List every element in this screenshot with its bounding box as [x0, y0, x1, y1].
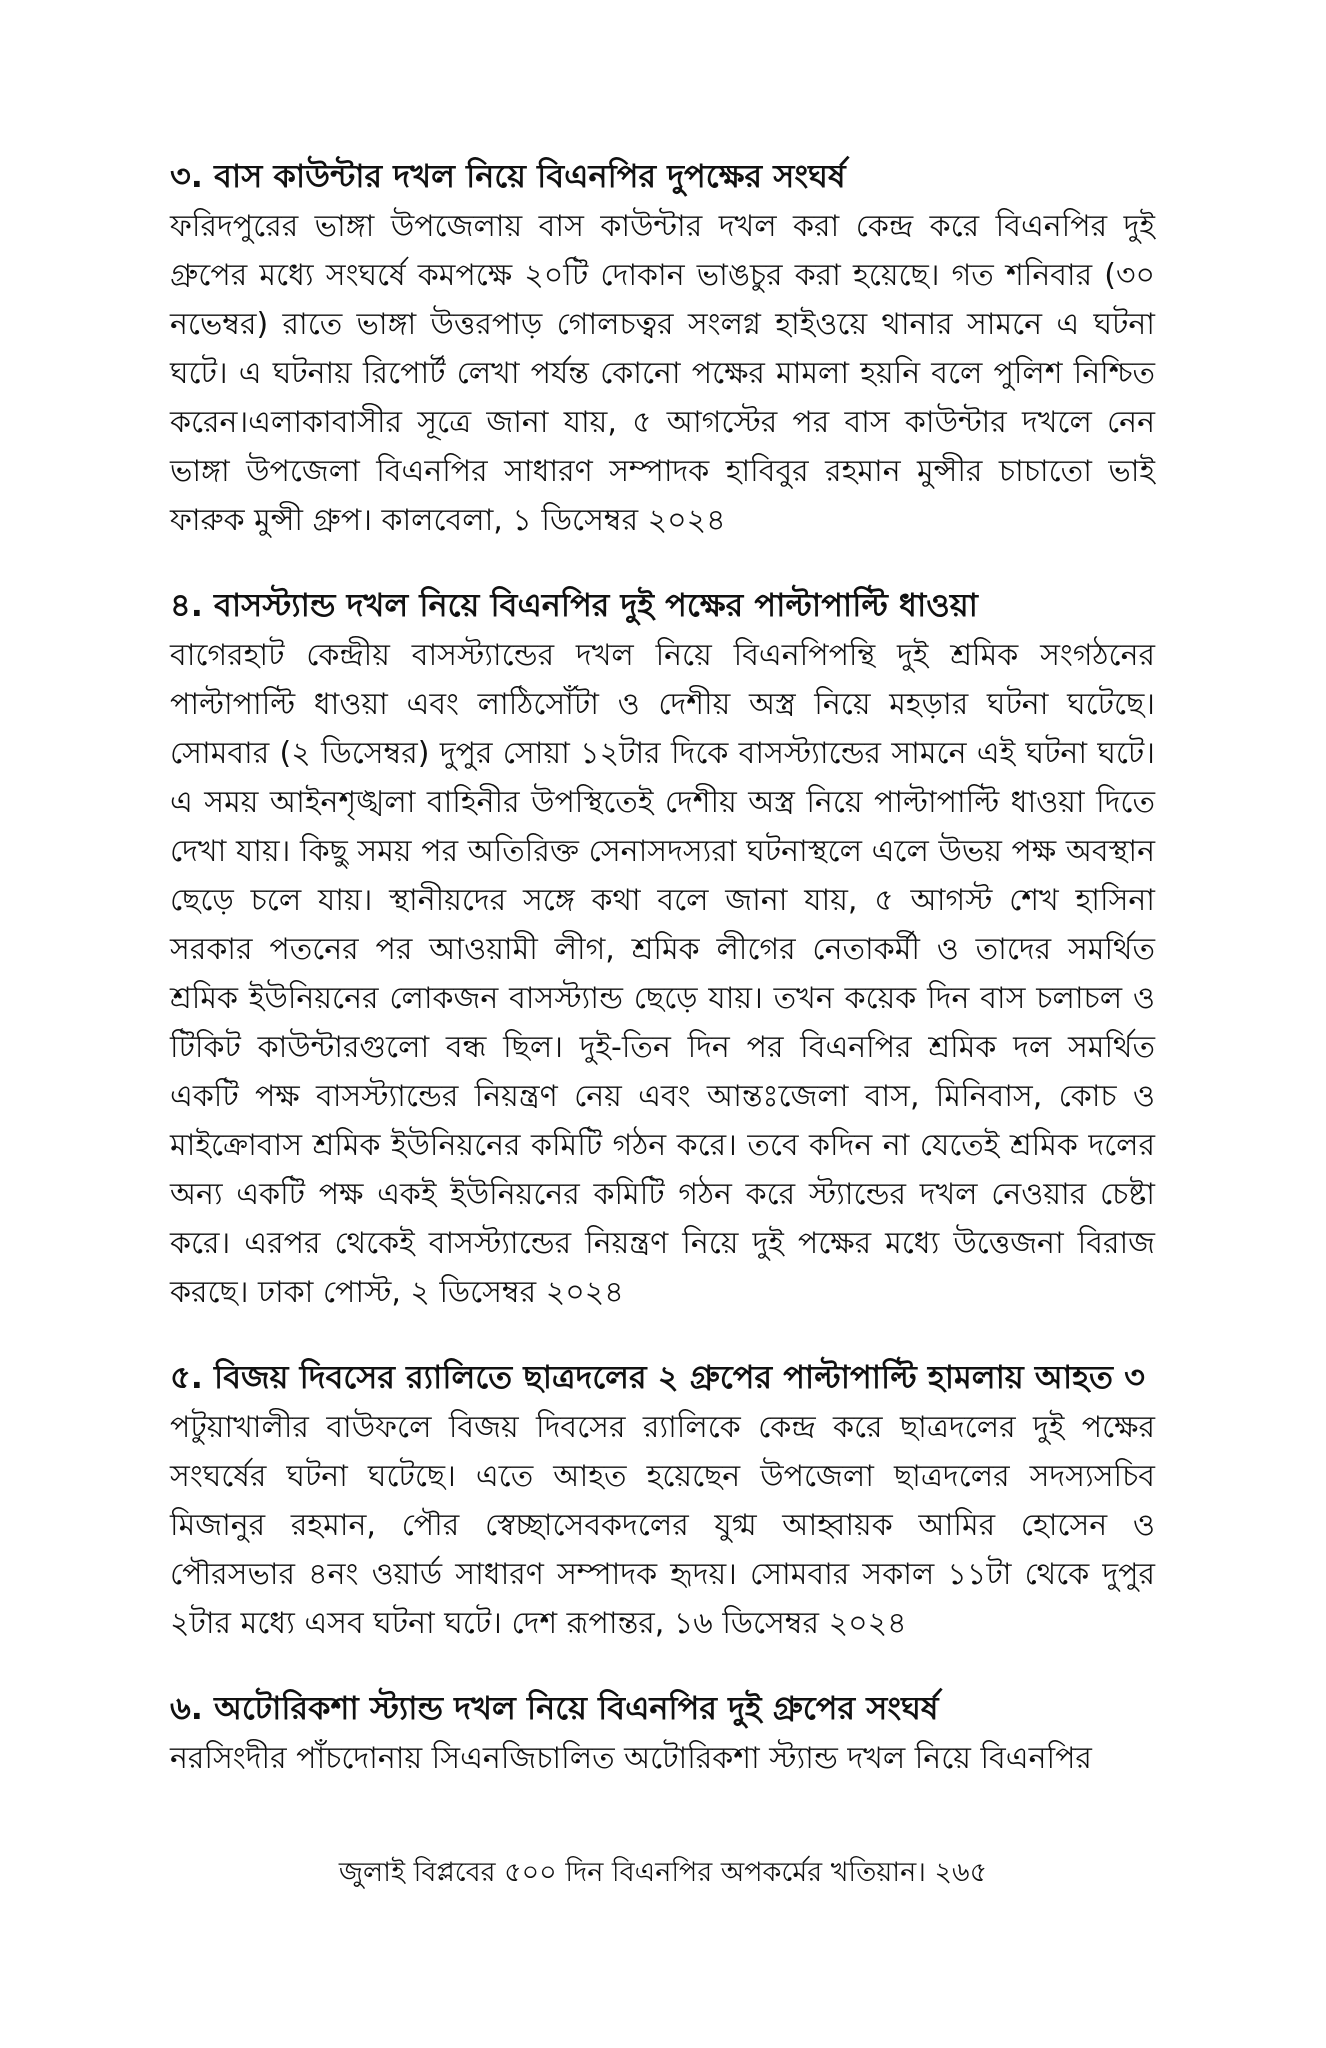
page-content [170, 150, 1155, 1817]
section-heading: ৬. অটোরিকশা স্ট্যান্ড দখল নিয়ে বিএনপির দুই গ্রুপের সংঘর্ষ [170, 1689, 939, 1727]
section-body: ফরিদপুরের ভাঙ্গা উপজেলায় বাস কাউন্টার দখল করা কেন্দ্র করে বিএনপির দুই গ্রুপের মধ্যে সংঘর্ষে কমপক্ষে ২০টি দোকান ভাঙচুর করা হয়েছে। গত শনিবার (৩০ নভেম্বর) রাতে ভাঙ্গা উত্তরপাড় গোলচত্বর সংলগ্ন হাইওয়ে থানার সামনে এ ঘটনা ঘটে। এ ঘটনায় রিপোর্ট লেখা পর্যন্ত কোনো পক্ষের মামলা হয়নি বলে পুলিশ নিশ্চিত করেন।এলাকাবাসীর সূত্রে জানা যায়, ৫ আগস্টের পর বাস কাউন্টার দখলে নেন ভাঙ্গা উপজেলা বিএনপির সাধারণ সম্পাদক হাবিবুর রহমান মুন্সীর চাচাতো ভাই ফারুক মুন্সী গ্রুপ। কালবেলা, ১ ডিসেম্বর ২০২৪ [170, 209, 1155, 538]
section-body: নরসিংদীর পাঁচদোনায় সিএনজিচালিত অটোরিকশা স্ট্যান্ড দখল নিয়ে বিএনপির [170, 1741, 1092, 1776]
page-footer: জুলাই বিপ্লবের ৫০০ দিন বিএনপির অপকর্মের খতিয়ান। ২৬৫ [338, 1857, 988, 1888]
section-heading: ৩. বাস কাউন্টার দখল নিয়ে বিএনপির দুপক্ষের সংঘর্ষ [170, 157, 846, 195]
section-6 [170, 1682, 1155, 1783]
section-heading: ৫. বিজয় দিবসের র‌্যালিতে ছাত্রদলের ২ গ্রুপের পাল্টাপাল্টি হামলায় আহত ৩ [170, 1358, 1145, 1396]
section-body: বাগেরহাট কেন্দ্রীয় বাসস্ট্যান্ডের দখল নিয়ে বিএনপিপন্থি দুই শ্রমিক সংগঠনের পাল্টাপাল্টি ধাওয়া এবং লাঠিসোঁটা ও দেশীয় অস্ত্র নিয়ে মহড়ার ঘটনা ঘটেছে। সোমবার (২ ডিসেম্বর) দুপুর সোয়া ১২টার দিকে বাসস্ট্যান্ডের সামনে এই ঘটনা ঘটে। এ সময় আইনশৃঙ্খলা বাহিনীর উপস্থিতেই দেশীয় অস্ত্র নিয়ে পাল্টাপাল্টি ধাওয়া দিতে দেখা যায়। কিছু সময় পর অতিরিক্ত সেনাসদস্যরা ঘটনাস্থলে এলে উভয় পক্ষ অবস্থান ছেড়ে চলে যায়। স্থানীয়দের সঙ্গে কথা বলে জানা যায়, ৫ আগস্ট শেখ হাসিনা সরকার পতনের পর আওয়ামী লীগ, শ্রমিক লীগের নেতাকর্মী ও তাদের সমর্থিত শ্রমিক ইউনিয়নের লোকজন বাসস্ট্যান্ড ছেড়ে যায়। তখন কয়েক দিন বাস চলাচল ও টিকিট কাউন্টারগুলো বন্ধ ছিল। দুই-তিন দিন পর বিএনপির শ্রমিক দল সমর্থিত একটি পক্ষ বাসস্ট্যান্ডের নিয়ন্ত্রণ নেয় এবং আন্তঃজেলা বাস, মিনিবাস, কোচ ও মাইক্রোবাস শ্রমিক ইউনিয়নের কমিটি গঠন করে। তবে কদিন না যেতেই শ্রমিক দলের অন্য একটি পক্ষ একই ইউনিয়নের কমিটি গঠন করে স্ট্যান্ডের দখল নেওয়ার চেষ্টা করে। এরপর থেকেই বাসস্ট্যান্ডের নিয়ন্ত্রণ নিয়ে দুই পক্ষের মধ্যে উত্তেজনা বিরাজ করছে। ঢাকা পোস্ট, ২ ডিসেম্বর ২০২৪ [170, 638, 1155, 1310]
section-4 [170, 579, 1155, 1317]
section-3 [170, 150, 1155, 545]
section-5 [170, 1351, 1155, 1648]
section-body: পটুয়াখালীর বাউফলে বিজয় দিবসের র‌্যালিকে কেন্দ্র করে ছাত্রদলের দুই পক্ষের সংঘর্ষের ঘটনা ঘটেছে। এতে আহত হয়েছেন উপজেলা ছাত্রদলের সদস্যসচিব মিজানুর রহমান, পৌর স্বেচ্ছাসেবকদলের যুগ্ম আহ্বায়ক আমির হোসেন ও পৌরসভার ৪নং ওয়ার্ড সাধারণ সম্পাদক হৃদয়। সোমবার সকাল ১১টা থেকে দুপুর ২টার মধ্যে এসব ঘটনা ঘটে। দেশ রূপান্তর, ১৬ ডিসেম্বর ২০২৪ [170, 1410, 1155, 1641]
section-heading: ৪. বাসস্ট্যান্ড দখল নিয়ে বিএনপির দুই পক্ষের পাল্টাপাল্টি ধাওয়া [170, 586, 978, 624]
